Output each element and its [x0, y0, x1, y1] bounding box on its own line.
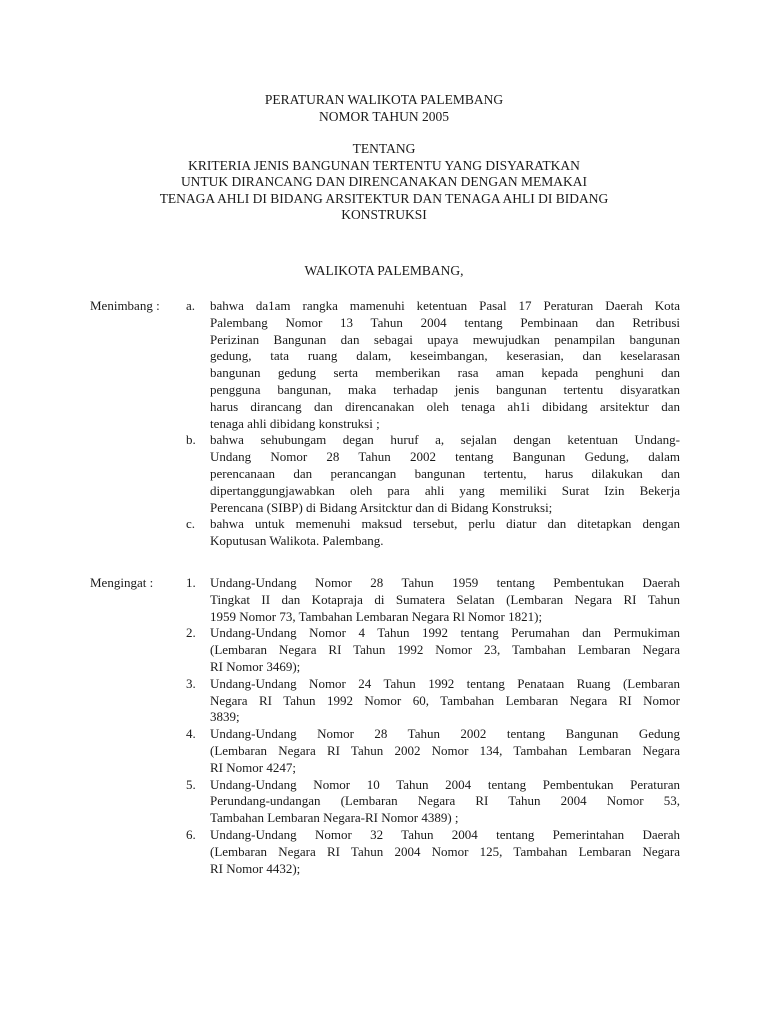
list-item: [186, 575, 680, 625]
item-line: Palembang Nomor 13 Tahun 2004 tentang Pembinaan dan Retribusi: [210, 314, 680, 330]
item-line: pengguna bangunan, maka terhadap jenis bangunan tertentu disyaratkan: [210, 381, 680, 397]
official-title: WALIKOTA PALEMBANG,: [304, 263, 464, 278]
item-line: dipertanggungjawabkan oleh para ahli yang memiliki Surat Izin Bekerja: [210, 482, 680, 498]
item-line: Perizinan Bangunan dan sebagai upaya mewujudkan penampilan bangunan: [210, 331, 680, 347]
item-marker: 4.: [186, 726, 196, 742]
item-line: 1959 Nomor 73, Tambahan Lembaran Negara Rl Nomor 1821);: [210, 608, 543, 624]
item-line: Perencana (SIBP) di Bidang Arsitcktur dan di Bidang Konstruksi;: [210, 499, 553, 515]
item-line: perencanaan dan perancangan bangunan tertentu, harus dilakukan dan: [210, 465, 680, 481]
item-line: (Lembaran Negara RI Tahun 2004 Nomor 125, Tambahan Lembaran Negara: [210, 843, 680, 859]
subject-line: KRITERIA JENIS BANGUNAN TERTENTU YANG DISYARATKAN: [188, 157, 580, 173]
item-line: (Lembaran Negara RI Tahun 2002 Nomor 134, Tambahan Lembaran Negara: [210, 742, 680, 758]
item-line: Negara RI Tahun 1992 Nomor 60, Tambahan Lembaran Negara RI Nomor: [210, 692, 680, 708]
subject-line: UNTUK DIRANCANG DAN DIRENCANAKAN DENGAN MEMAKAI: [180, 174, 588, 189]
official-title-block: [0, 263, 768, 280]
subject-heading: TENTANG: [352, 141, 416, 156]
item-line: bahwa sehubungam degan huruf a, sejalan dengan ketentuan Undang-: [210, 432, 680, 448]
regulation-number: NOMOR TAHUN 2005: [319, 108, 449, 124]
list-item: [186, 676, 680, 726]
subject-line: KONSTRUKSI: [341, 207, 427, 222]
mengingat-list: [186, 575, 680, 877]
item-line: Undang-Undang Nomor 28 Tahun 1959 tentang Pembentukan Daerah: [210, 575, 680, 590]
list-item: [186, 516, 680, 550]
item-marker: c.: [186, 516, 196, 532]
item-line: Undang-Undang Nomor 24 Tahun 1992 tentang Penataan Ruang (Lembaran: [210, 675, 680, 691]
item-line: Undang-Undang Nomor 28 Tahun 2002 tentang Bangunan Gedung: [210, 726, 680, 742]
mengingat-label: Mengingat :: [90, 575, 154, 590]
document-header: [0, 92, 768, 125]
item-marker: 5.: [186, 776, 196, 792]
item-line: bangunan gedung serta memberikan rasa aman kepada penghuni dan: [210, 365, 680, 381]
item-marker: 3.: [186, 675, 196, 691]
item-line: RI Nomor 4247;: [210, 759, 296, 775]
item-line: (Lembaran Negara RI Tahun 1992 Nomor 23, Tambahan Lembaran Negara: [210, 642, 680, 658]
item-line: Undang-Undang Nomor 4 Tahun 1992 tentang Perumahan dan Permukiman: [210, 625, 680, 641]
menimbang-label: Menimbang :: [90, 298, 160, 313]
item-line: gedung, tata ruang dalam, keseimbangan, keserasian, dan keselarasan: [210, 348, 680, 364]
item-line: Tambahan Lembaran Negara-RI Nomor 4389) ;: [210, 810, 459, 826]
list-item: [186, 777, 680, 827]
item-line: 3839;: [210, 709, 240, 725]
item-marker: 1.: [186, 575, 196, 590]
item-marker: b.: [186, 432, 196, 448]
menimbang-list: [186, 298, 680, 550]
regulation-title: PERATURAN WALIKOTA PALEMBANG: [264, 92, 504, 107]
item-line: RI Nomor 4432);: [210, 860, 301, 876]
item-line: Undang-Undang Nomor 10 Tahun 2004 tentang Pembentukan Peraturan: [210, 776, 680, 792]
item-marker: a.: [186, 298, 196, 313]
list-item: [186, 726, 680, 776]
item-line: Undang-Undang Nomor 32 Tahun 2004 tentang Pemerintahan Daerah: [210, 826, 680, 842]
item-line: RI Nomor 3469);: [210, 658, 301, 674]
item-line: Tingkat II dan Kotapraja di Sumatera Selatan (Lembaran Negara RI Tahun: [210, 591, 680, 607]
subject-block: [0, 141, 768, 224]
list-item: [186, 432, 680, 516]
item-line: Koputusan Walikota. Palembang.: [210, 533, 384, 549]
subject-line: TENAGA AHLI DI BIDANG ARSITEKTUR DAN TENAGA AHLI DI BIDANG: [159, 190, 609, 206]
item-marker: 2.: [186, 625, 196, 641]
item-line: tenaga ahli dibidang konstruksi ;: [210, 415, 380, 431]
item-line: harus dirancang dan direncanakan oleh tenaga ah1i dibidang arsitektur dan: [210, 398, 680, 414]
item-line: Perundang-undangan (Lembaran Negara RI Tahun 2004 Nomor 53,: [210, 793, 680, 809]
item-line: bahwa untuk memenuhi maksud tersebut, perlu diatur dan ditetapkan dengan: [210, 516, 680, 532]
item-line: Undang Nomor 28 Tahun 2002 tentang Bangunan Gedung, dalam: [210, 449, 680, 465]
item-marker: 6.: [186, 826, 196, 842]
list-item: [186, 625, 680, 675]
list-item: [186, 827, 680, 877]
item-line: bahwa da1am rangka mamenuhi ketentuan Pasal 17 Peraturan Daerah Kota: [210, 298, 680, 313]
list-item: [186, 298, 680, 432]
